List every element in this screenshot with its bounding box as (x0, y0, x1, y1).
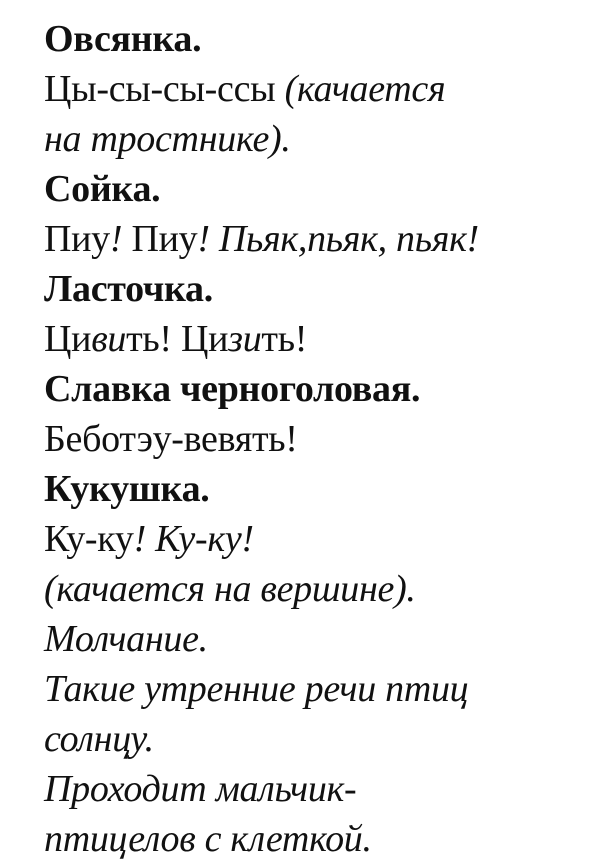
speaker-lastochka (44, 264, 560, 314)
speaker-soyka (44, 164, 560, 214)
speaker-name: Кукушка. (44, 468, 210, 510)
speaker-kukushka (44, 464, 560, 514)
stage-direction: Молчание. (44, 618, 208, 660)
birdsong-emphasis: зи (228, 318, 262, 360)
birdsong-emphasis: ! (109, 218, 132, 260)
birdsong-emphasis: ви (91, 318, 127, 360)
speaker-name: Славка черноголовая. (44, 368, 421, 410)
stage-direction: солнцу. (44, 718, 154, 760)
speech-line (44, 514, 560, 564)
birdsong-text: ть! (261, 318, 308, 360)
speaker-name: Ласточка. (44, 268, 213, 310)
stage-direction: птицелов с клеткой. (44, 818, 372, 860)
speaker-slavka (44, 364, 560, 414)
stage-direction-line (44, 614, 560, 664)
speaker-name: Сойка. (44, 168, 161, 210)
stage-direction-line (44, 664, 560, 714)
birdsong-text: Пиу (131, 218, 198, 260)
speaker-name: Овсянка. (44, 18, 202, 60)
birdsong-emphasis: ! Пьяк,пьяк, пьяк! (197, 218, 479, 260)
stage-direction: (качается на вершине). (44, 568, 416, 610)
stage-direction: Проходит мальчик- (44, 768, 357, 810)
birdsong-text: ть! Ци (126, 318, 229, 360)
birdsong-text: Ку-ку (44, 518, 134, 560)
birdsong-text: Пиу (44, 218, 110, 260)
birdsong-text: Цы-сы-сы-ссы (44, 68, 285, 110)
stage-direction-line (44, 114, 560, 164)
birdsong-emphasis: ! (241, 518, 254, 560)
speech-line (44, 314, 560, 364)
speech-line (44, 414, 560, 464)
birdsong-emphasis: ! Ку-ку (133, 518, 242, 560)
birdsong-text: Беботэу-вевять! (44, 418, 298, 460)
stage-direction-line (44, 764, 560, 814)
stage-direction-line (44, 814, 560, 864)
speech-line (44, 64, 560, 114)
birdsong-text: Ци (44, 318, 92, 360)
stage-direction: (качается (284, 68, 446, 110)
stage-direction: Такие утренние речи птиц (44, 668, 469, 710)
stage-direction-line (44, 564, 560, 614)
speaker-ovsyanka (44, 14, 560, 64)
stage-direction: на тростнике). (44, 118, 291, 160)
stage-direction-line (44, 714, 560, 764)
speech-line (44, 214, 560, 264)
